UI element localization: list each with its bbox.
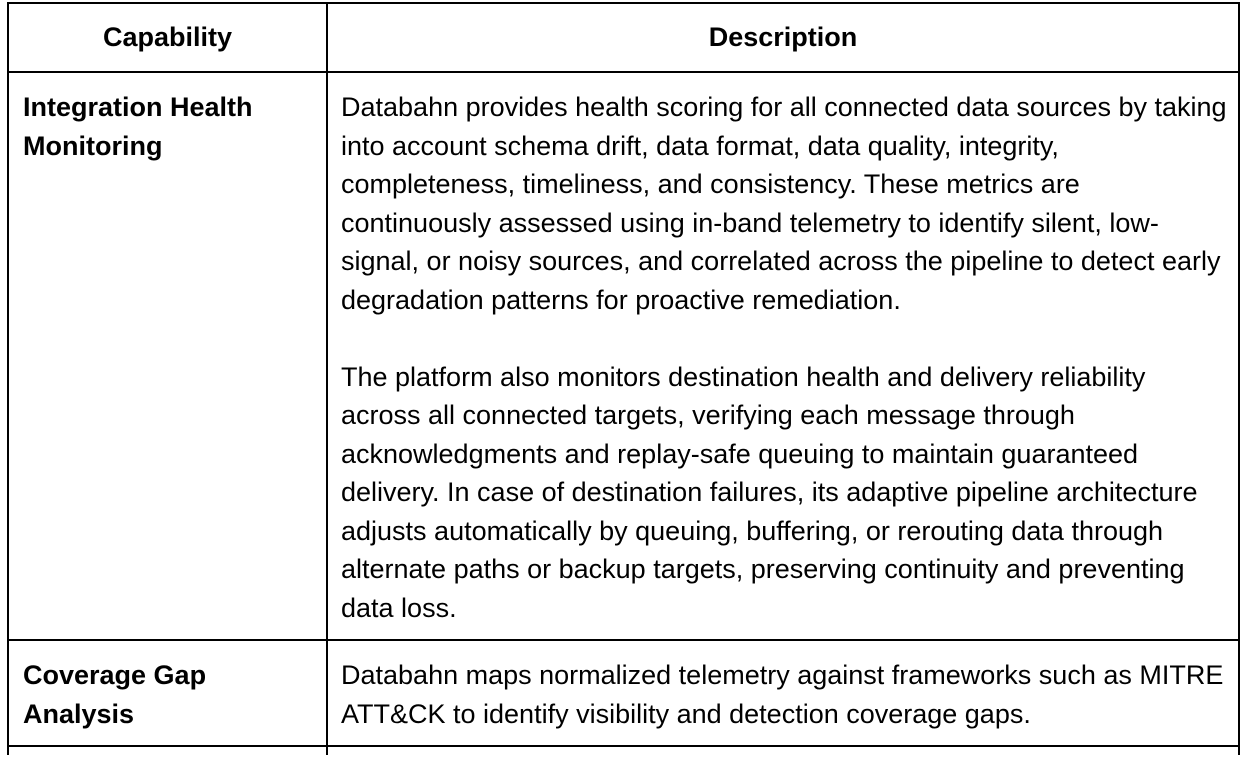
- description-column-header: Description: [327, 3, 1239, 72]
- table-row: [8, 72, 1239, 640]
- description-paragraph: The platform also monitors destination health and delivery reliability across all connected targets, verifying each message through acknowledgments and replay-safe queuing to maintain guaranteed delivery. In case of destination failures, its adaptive pipeline architecture adjusts automatically by queuing, buffering, or rerouting data through alternate paths or backup targets, preserving continuity and preventing data loss.: [341, 361, 1198, 623]
- capability-column-header: Capability: [8, 3, 327, 72]
- capability-cell: Integration Health Monitoring: [8, 72, 327, 640]
- description-paragraph: Databahn provides health scoring for all connected data sources by taking into account schema drift, data format, data quality, integrity, completeness, timeliness, and consistency. These metrics are continuously assessed using in-band telemetry to identify silent, low-signal, or noisy sources, and correlated across the pipeline to detect early degradation patterns for proactive remediation.: [341, 92, 1227, 315]
- description-paragraph: Databahn maps normalized telemetry against frameworks such as MITRE ATT&CK to identify visibility and detection coverage gaps.: [341, 660, 1224, 729]
- description-cell: [327, 72, 1239, 640]
- description-cell: [327, 640, 1239, 746]
- table-header-row: [8, 3, 1239, 72]
- capability-table: [7, 2, 1240, 755]
- table-row-continued: [8, 746, 1239, 755]
- description-cell-empty: [327, 746, 1239, 755]
- table-row: [8, 640, 1239, 746]
- capability-cell: Coverage Gap Analysis: [8, 640, 327, 746]
- capability-cell-empty: [8, 746, 327, 755]
